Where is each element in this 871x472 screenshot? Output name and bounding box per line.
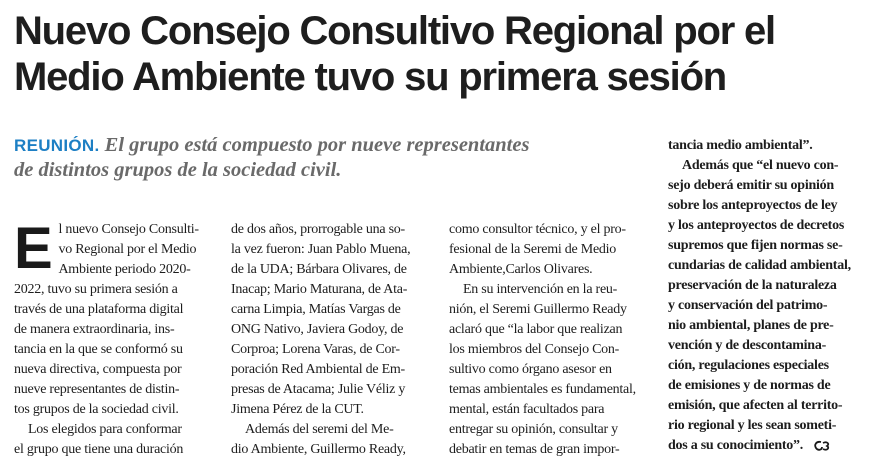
text-line: sobre los anteproyectos de ley (668, 198, 838, 213)
text-line: mental, están facultados para (449, 402, 605, 417)
text-line: l nuevo Consejo Consulti- (58, 222, 199, 237)
text-line: de la UDA; Bárbara Olivares, de (231, 262, 407, 277)
text-line: 2022, tuvo su primera sesión a (14, 282, 178, 297)
article-column-2 (231, 220, 441, 460)
text-line: Ambiente periodo 2020- (58, 262, 191, 277)
text-line: emisión, que afecten al territo- (668, 398, 843, 413)
text-line: de manera extraordinaria, ins- (14, 322, 175, 337)
text-line: ONG Nativo, Javiera Godoy, de (231, 322, 404, 337)
article-column-4 (668, 136, 868, 456)
text-line: rio regional y les sean someti- (668, 418, 837, 433)
lead-tag: REUNIÓN. (14, 136, 100, 155)
text-line: sejo deberá emitir su opinión (668, 178, 834, 193)
lead-text-line-2: de distintos grupos de la sociedad civil. (14, 159, 342, 181)
text-line: Además que “el nuevo con- (682, 158, 839, 173)
headline-line-1: Nuevo Consejo Consultivo Regional por el (14, 9, 775, 53)
text-line: nio ambiental, planes de pre- (668, 318, 834, 333)
text-line: como consultor técnico, y el pro- (449, 222, 626, 237)
text-line: carna Limpia, Matías Vargas de (231, 302, 401, 317)
text-line: de emisiones y de normas de (668, 378, 831, 393)
lead-text-line-1: El grupo está compuesto por nueve representantes (99, 134, 530, 156)
text-line: temas ambientales es fundamental, (449, 382, 636, 397)
text-line: Además del seremi del Me- (245, 422, 394, 437)
text-line: preservación de la naturaleza (668, 278, 837, 293)
headline (14, 8, 864, 100)
text-line: En su intervención en la reu- (463, 282, 618, 297)
headline-line-2: Medio Ambiente tuvo su primera sesión (14, 55, 727, 99)
text-line: entregar su opinión, consultar y (449, 422, 618, 437)
text-line: Los elegidos para conformar (28, 422, 182, 437)
article-column-1 (14, 216, 224, 460)
text-line: de dos años, prorrogable una so- (231, 222, 405, 237)
text-line: Jimena Pérez de la CUT. (231, 402, 364, 417)
text-line: fesional de la Seremi de Medio (449, 242, 617, 257)
text-line-content: dos a su conocimiento”. (668, 438, 804, 453)
end-of-article-icon (813, 440, 831, 452)
article-column-3 (449, 220, 659, 460)
text-line: el grupo que tiene una duración (14, 442, 184, 457)
text-line: nión, el Seremi Guillermo Ready (449, 302, 627, 317)
text-line: nueva directiva, compuesta por (14, 362, 182, 377)
text-line: dio Ambiente, Guillermo Ready, (231, 442, 406, 457)
drop-cap: E (14, 216, 53, 281)
text-line: ción, regulaciones especiales (668, 358, 829, 373)
text-line: y conservación del patrimo- (668, 298, 828, 313)
text-line: supremos que fijen normas se- (668, 238, 843, 253)
text-line: presas de Atacama; Julie Véliz y (231, 382, 406, 397)
text-line: cundarias de calidad ambiental, (668, 258, 851, 273)
text-line: Inacap; Mario Maturana, de Ata- (231, 282, 408, 297)
text-line: y los anteproyectos de decretos (668, 218, 845, 233)
text-line: Corproa; Lorena Varas, de Cor- (231, 342, 400, 357)
text-line: la vez fueron: Juan Pablo Muena, (231, 242, 411, 257)
text-line: Ambiente,Carlos Olivares. (449, 262, 593, 277)
text-line: través de una plataforma digital (14, 302, 184, 317)
text-line: vo Regional por el Medio (58, 242, 197, 257)
text-line: tancia en la que se conformó su (14, 342, 183, 357)
text-line: los miembros del Consejo Con- (449, 342, 620, 357)
lead-paragraph (14, 133, 654, 183)
text-line: nueve representantes de distin- (14, 382, 180, 397)
text-line: debatir en temas de gran impor- (449, 442, 620, 457)
text-line (668, 436, 868, 456)
text-line: poración Red Ambiental de Em- (231, 362, 405, 377)
text-line: tancia medio ambiental”. (668, 138, 813, 153)
text-line: aclaró que “la labor que realizan (449, 322, 623, 337)
text-line: sultivo como órgano asesor en (449, 362, 612, 377)
text-line: vención y de descontamina- (668, 338, 826, 353)
text-line: tos grupos de la sociedad civil. (14, 402, 179, 417)
